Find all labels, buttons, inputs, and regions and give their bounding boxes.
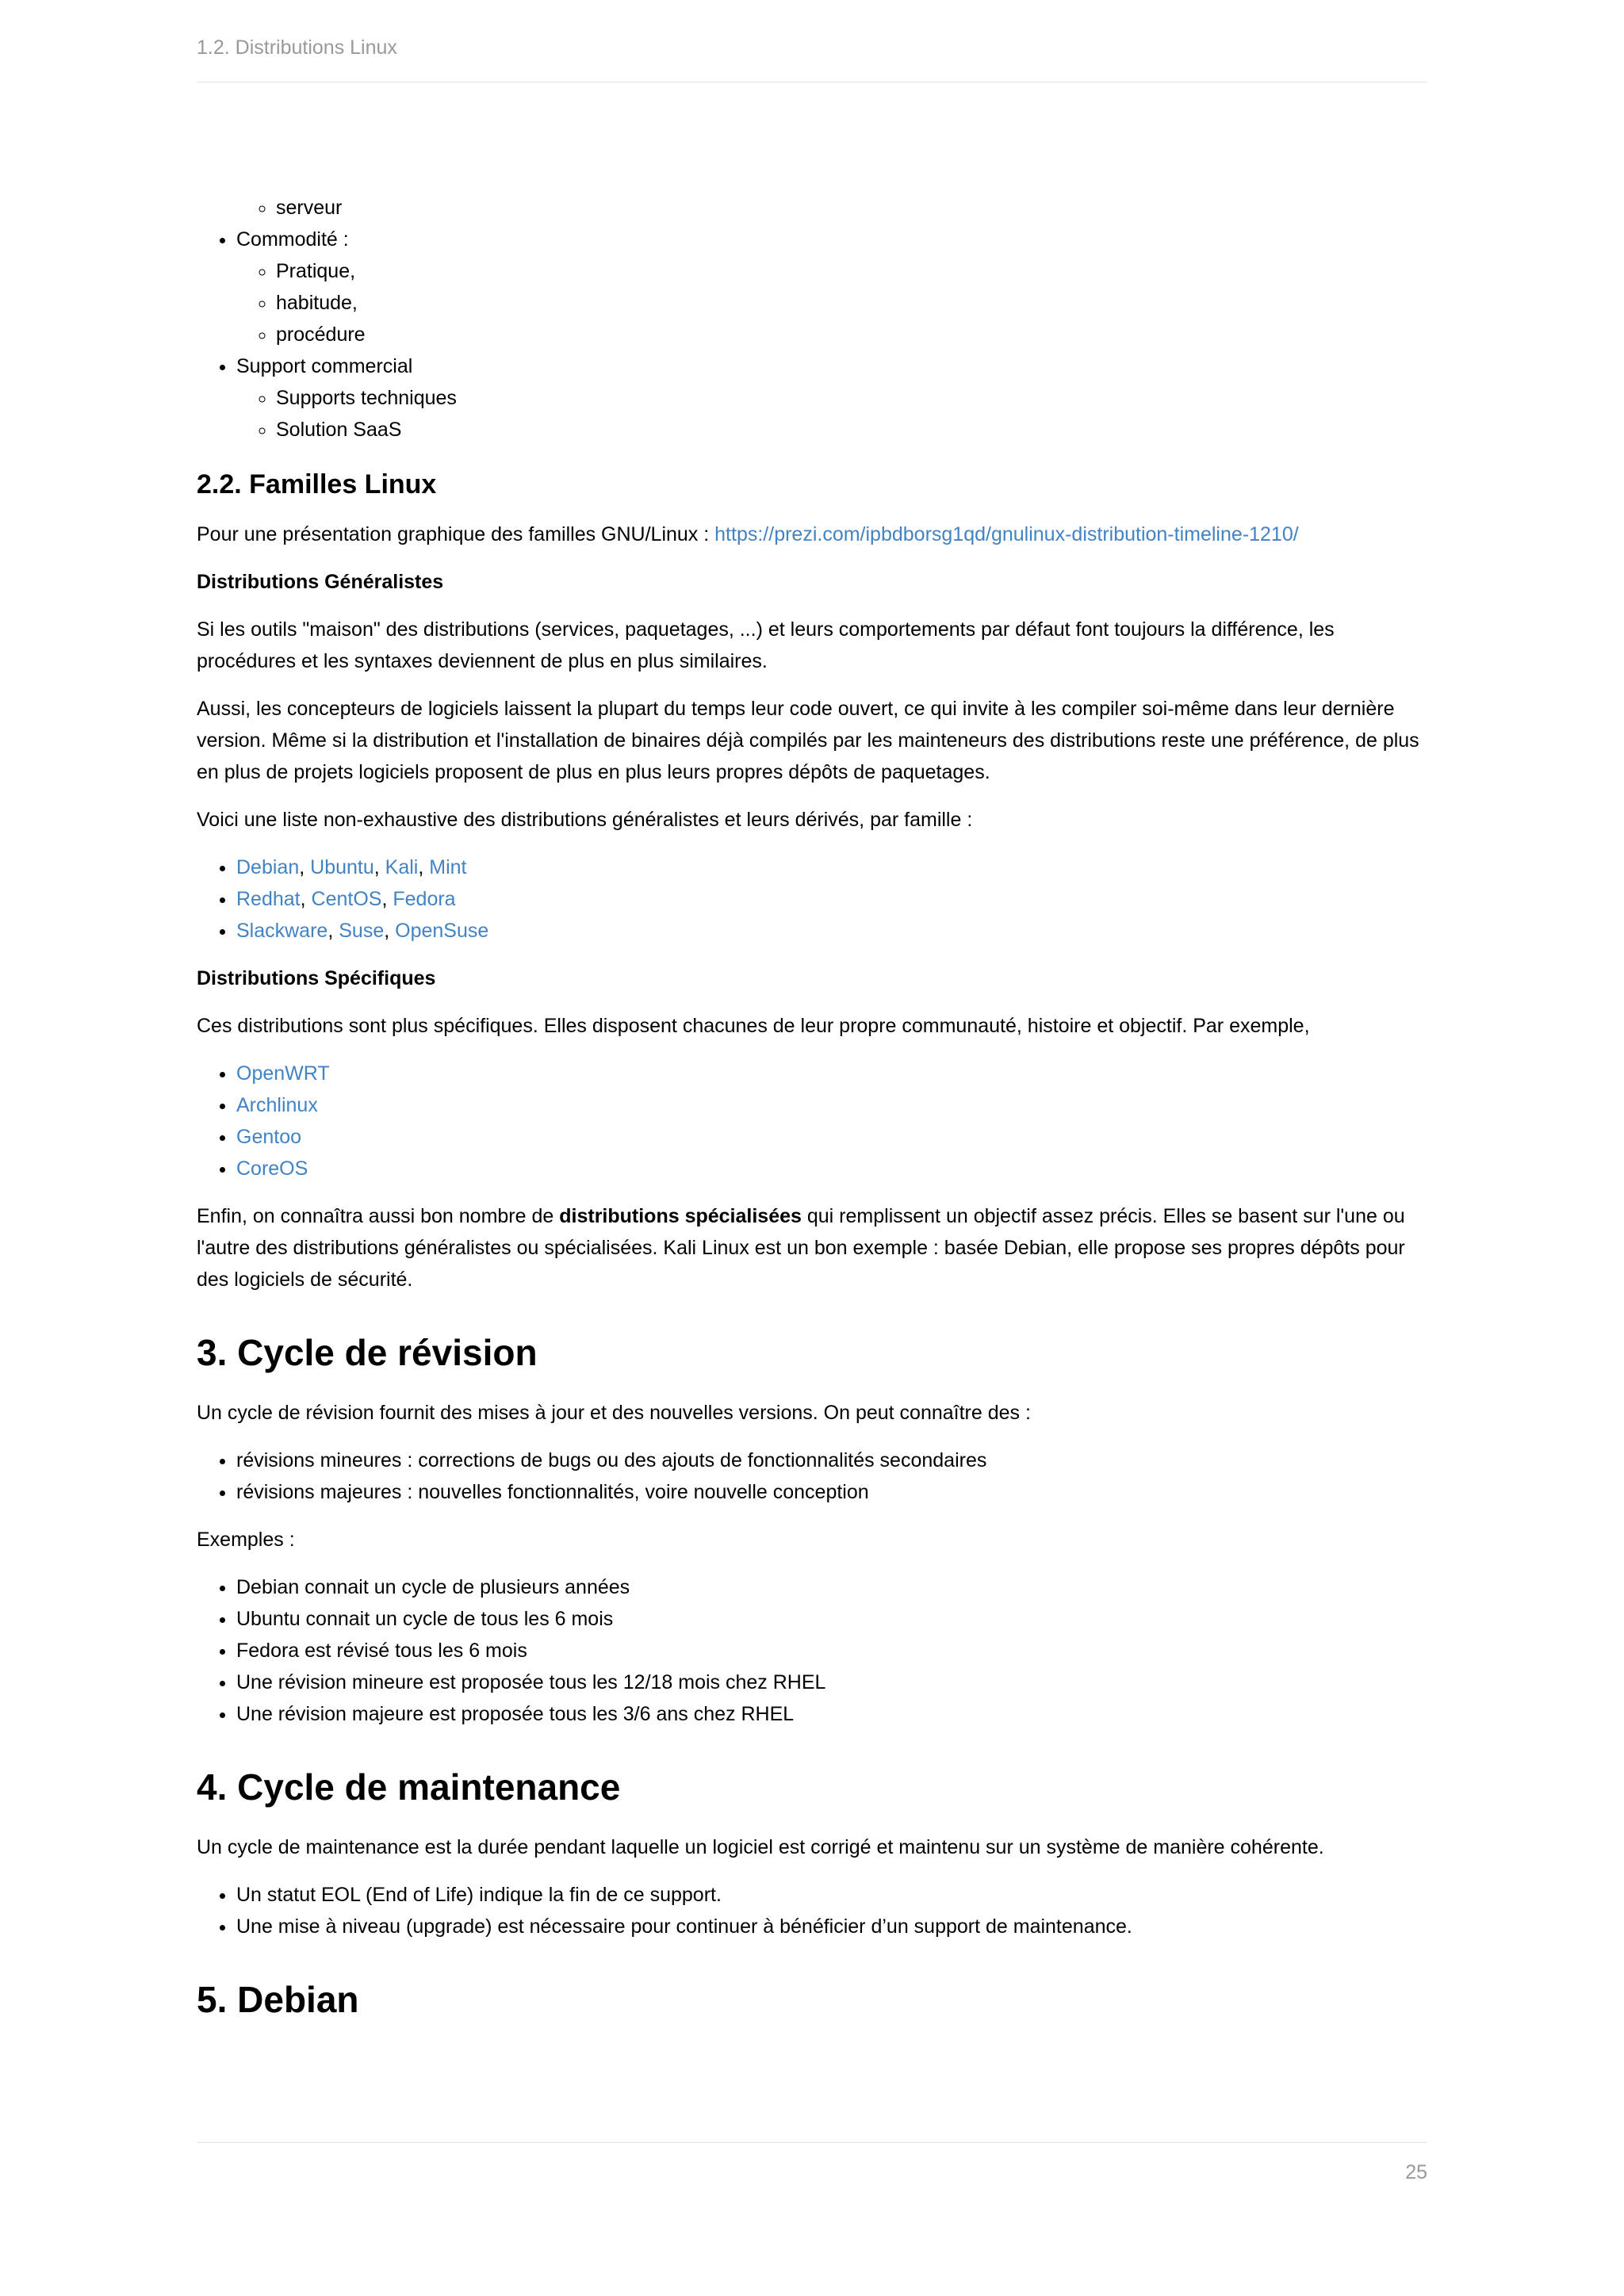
paragraph: Un cycle de révision fournit des mises à jour et des nouvelles versions. On peut connaître des : <box>197 1402 1031 1424</box>
footer-divider <box>197 2142 1427 2143</box>
maintenance-list <box>197 1879 1427 1942</box>
list-item <box>236 1121 1427 1153</box>
link-centos[interactable]: CentOS <box>311 888 382 910</box>
page-number: 25 <box>1405 2161 1427 2183</box>
paragraph: Un cycle de maintenance est la durée pendant laquelle un logiciel est corrigé et maintenu sur un système de manière cohérente. <box>197 1836 1324 1858</box>
list-item: • Redhat, CentOS, Fedora <box>236 883 1427 915</box>
criteria-list <box>197 224 1427 446</box>
nested-list <box>236 255 1427 350</box>
link-suse[interactable]: Suse <box>339 920 385 942</box>
list-item: • Debian, Ubuntu, Kali, Mint <box>236 851 1427 883</box>
revision-list <box>197 1445 1427 1508</box>
list-item <box>236 1153 1427 1184</box>
link-mint[interactable]: Mint <box>429 856 467 878</box>
running-header: 1.2. Distributions Linux <box>197 36 1427 82</box>
link-slackware[interactable]: Slackware <box>236 920 328 942</box>
list-item: • Une révision majeure est proposée tous les 3/6 ans chez RHEL <box>236 1698 1427 1730</box>
section-heading-debian: 5. Debian <box>197 1979 359 2020</box>
specific-list <box>197 1058 1427 1184</box>
link-debian[interactable]: Debian <box>236 856 300 878</box>
list-item: • Un statut EOL (End of Life) indique la fin de ce support. <box>236 1879 1427 1911</box>
list-item: ◦ serveur <box>276 192 1427 224</box>
link-fedora[interactable]: Fedora <box>393 888 456 910</box>
page-content <box>197 192 1427 2044</box>
continued-list <box>197 192 1427 224</box>
section-heading-maintenance: 4. Cycle de maintenance <box>197 1766 621 1808</box>
prezi-link[interactable]: https://prezi.com/ipbdborsg1qd/gnulinux-distribution-timeline-1210/ <box>714 523 1299 545</box>
link-coreos[interactable]: CoreOS <box>236 1158 308 1180</box>
subheading-generalistes: Distributions Généralistes <box>197 571 444 593</box>
list-item: • Debian connait un cycle de plusieurs années <box>236 1571 1427 1603</box>
examples-list <box>197 1571 1427 1730</box>
paragraph: Pour une présentation graphique des familles GNU/Linux : https://prezi.com/ipbdborsg1qd/gnulinux-distribution-timeline-1210/ <box>197 523 1299 545</box>
list-item <box>236 192 1427 224</box>
link-kali[interactable]: Kali <box>385 856 419 878</box>
paragraph: Enfin, on connaîtra aussi bon nombre de distributions spécialisées qui remplissent un objectif assez précis. Elles se basent sur l'une ou l'autre des distributions généralistes ou spécialisées. Kali Linux est un bon exemple : basée Debian, elle propose ses propres dépôts pour des logiciels de sécurité. <box>197 1205 1405 1291</box>
paragraph: Ces distributions sont plus spécifiques. Elles disposent chacunes de leur propre communauté, histoire et objectif. Par exemple, <box>197 1015 1310 1037</box>
list-item: • Slackware, Suse, OpenSuse <box>236 915 1427 947</box>
list-item: • Commodité : ◦ Pratique, ◦ habitude, ◦ procédure <box>236 224 1427 350</box>
nested-list <box>236 382 1427 446</box>
subheading-specifiques: Distributions Spécifiques <box>197 967 436 989</box>
families-list <box>197 851 1427 947</box>
list-item: • Une révision mineure est proposée tous les 12/18 mois chez RHEL <box>236 1667 1427 1698</box>
paragraph: Voici une liste non-exhaustive des distributions généralistes et leurs dérivés, par famille : <box>197 809 973 831</box>
list-item <box>236 1089 1427 1121</box>
section-heading-familles: 2.2. Familles Linux <box>197 469 437 499</box>
list-item: • révisions mineures : corrections de bugs ou des ajouts de fonctionnalités secondaires <box>236 1445 1427 1476</box>
link-archlinux[interactable]: Archlinux <box>236 1094 318 1116</box>
link-openwrt[interactable]: OpenWRT <box>236 1062 330 1085</box>
list-item: ◦ procédure <box>276 319 1427 350</box>
list-item: • Une mise à niveau (upgrade) est nécessaire pour continuer à bénéficier d’un support de maintenance. <box>236 1911 1427 1942</box>
list-item: ◦ habitude, <box>276 287 1427 319</box>
paragraph: Exemples : <box>197 1529 295 1551</box>
nested-list <box>236 192 1427 224</box>
document-page <box>197 0 1427 2296</box>
list-item: • Support commercial ◦ Supports techniques ◦ Solution SaaS <box>236 350 1427 446</box>
paragraph: Aussi, les concepteurs de logiciels laissent la plupart du temps leur code ouvert, ce qui invite à les compiler soi-même dans leur dernière version. Même si la distribution et l'installation de binaires déjà compilés par les mainteneurs des distributions reste une préférence, de plus en plus de projets logiciels proposent de plus en plus leurs propres dépôts de paquetages. <box>197 698 1419 783</box>
link-redhat[interactable]: Redhat <box>236 888 301 910</box>
list-item: ◦ Pratique, <box>276 255 1427 287</box>
list-item: • Ubuntu connait un cycle de tous les 6 mois <box>236 1603 1427 1635</box>
list-item: ◦ Solution SaaS <box>276 414 1427 446</box>
link-opensuse[interactable]: OpenSuse <box>395 920 489 942</box>
link-ubuntu[interactable]: Ubuntu <box>310 856 374 878</box>
list-item <box>236 1058 1427 1089</box>
list-item: • révisions majeures : nouvelles fonctionnalités, voire nouvelle conception <box>236 1476 1427 1508</box>
list-item: ◦ Supports techniques <box>276 382 1427 414</box>
section-heading-revision: 3. Cycle de révision <box>197 1332 538 1373</box>
paragraph: Si les outils "maison" des distributions (services, paquetages, ...) et leurs comportements par défaut font toujours la différence, les procédures et les syntaxes deviennent de plus en plus similaires. <box>197 618 1335 672</box>
list-item: • Fedora est révisé tous les 6 mois <box>236 1635 1427 1667</box>
link-gentoo[interactable]: Gentoo <box>236 1126 302 1148</box>
